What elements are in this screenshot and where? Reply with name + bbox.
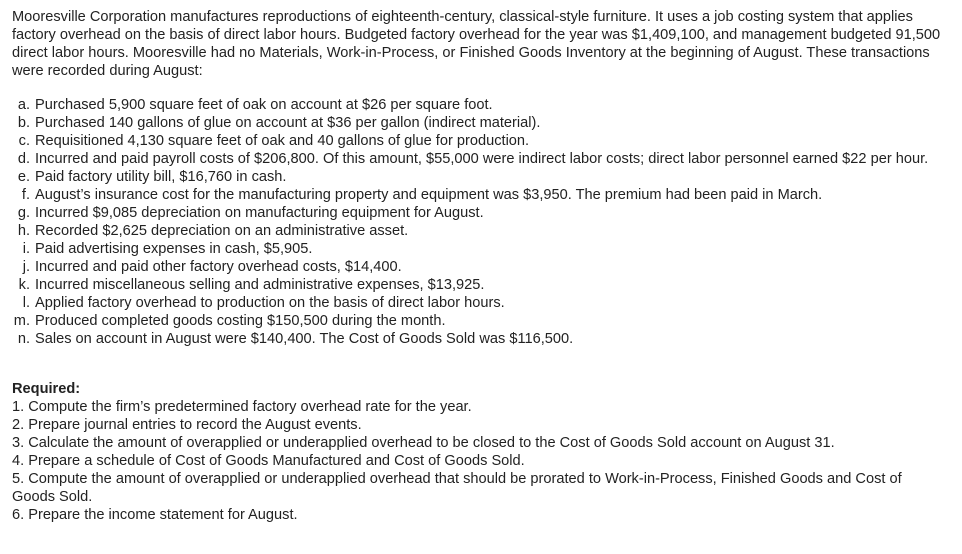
required-item-3: 3. Calculate the amount of overapplied or underapplied overhead to be closed to the Cost of Goods Sold account on August 31.	[12, 435, 835, 451]
transaction-item-n	[12, 330, 952, 348]
transaction-item-l	[12, 294, 952, 312]
transaction-item-h	[12, 222, 952, 240]
transaction-letter: d.	[17, 151, 30, 167]
intro-paragraph: Mooresville Corporation manufactures reproductions of eighteenth-century, classical-style furniture. It uses a job costing system that applies factory overhead on the basis of direct labor hours. Budgeted factory overhead for the year was $1,409,100, and management budgeted 91,500 direct labor hours. Mooresville had no Materials, Work-in-Process, or Finished Goods Inventory at the beginning of August. These transactions were recorded during August:	[12, 9, 941, 79]
transaction-item-a	[12, 96, 952, 114]
transaction-text: Incurred and paid payroll costs of $206,800. Of this amount, $55,000 were indirect labor costs; direct labor personnel earned $22 per hour.	[35, 151, 929, 167]
transactions-list	[12, 96, 952, 348]
transaction-text: Paid factory utility bill, $16,760 in cash.	[35, 169, 287, 185]
transaction-text: Purchased 5,900 square feet of oak on account at $26 per square foot.	[35, 97, 493, 113]
transaction-letter: g.	[17, 205, 30, 221]
transaction-text: Incurred and paid other factory overhead costs, $14,400.	[35, 259, 402, 275]
transaction-text: August’s insurance cost for the manufacturing property and equipment was $3,950. The premium had been paid in March.	[35, 187, 823, 203]
transaction-letter: i.	[22, 241, 30, 257]
transaction-letter: n.	[17, 331, 30, 347]
transaction-letter: j.	[22, 259, 30, 275]
transaction-item-g	[12, 204, 952, 222]
transaction-letter: b.	[17, 115, 30, 131]
transaction-letter: k.	[18, 277, 30, 293]
transaction-item-m	[12, 312, 952, 330]
required-item-1: 1. Compute the firm’s predetermined factory overhead rate for the year.	[12, 399, 472, 415]
transaction-text: Incurred $9,085 depreciation on manufacturing equipment for August.	[35, 205, 484, 221]
transaction-text: Sales on account in August were $140,400. The Cost of Goods Sold was $116,500.	[35, 331, 574, 347]
required-list	[12, 398, 942, 524]
required-heading: Required:	[12, 381, 81, 397]
transaction-text: Recorded $2,625 depreciation on an administrative asset.	[35, 223, 409, 239]
required-item-6: 6. Prepare the income statement for August.	[12, 507, 298, 523]
transaction-item-f	[12, 186, 952, 204]
transaction-text: Purchased 140 gallons of glue on account at $36 per gallon (indirect material).	[35, 115, 541, 131]
required-item-5: 5. Compute the amount of overapplied or underapplied overhead that should be prorated to Work-in-Process, Finished Goods and Cost of Goods Sold.	[12, 471, 902, 505]
transaction-item-b	[12, 114, 952, 132]
transaction-letter: a.	[17, 97, 30, 113]
transaction-letter: e.	[17, 169, 30, 185]
required-section	[12, 380, 950, 524]
required-item-2: 2. Prepare journal entries to record the August events.	[12, 417, 362, 433]
transaction-text: Paid advertising expenses in cash, $5,905.	[35, 241, 313, 257]
transaction-item-j	[12, 258, 952, 276]
required-item-4: 4. Prepare a schedule of Cost of Goods Manufactured and Cost of Goods Sold.	[12, 453, 525, 469]
transaction-text: Applied factory overhead to production on the basis of direct labor hours.	[35, 295, 505, 311]
transaction-item-c	[12, 132, 952, 150]
transaction-item-i	[12, 240, 952, 258]
transaction-letter: f.	[21, 187, 30, 203]
transaction-text: Requisitioned 4,130 square feet of oak and 40 gallons of glue for production.	[35, 133, 530, 149]
transaction-item-k	[12, 276, 952, 294]
transaction-letter: m.	[13, 313, 30, 329]
transaction-letter: h.	[17, 223, 30, 239]
transaction-letter: c.	[18, 133, 30, 149]
transaction-text: Incurred miscellaneous selling and administrative expenses, $13,925.	[35, 277, 485, 293]
transaction-item-d	[12, 150, 952, 168]
transaction-text: Produced completed goods costing $150,500 during the month.	[35, 313, 446, 329]
transaction-letter: l.	[22, 295, 30, 311]
transaction-item-e	[12, 168, 952, 186]
